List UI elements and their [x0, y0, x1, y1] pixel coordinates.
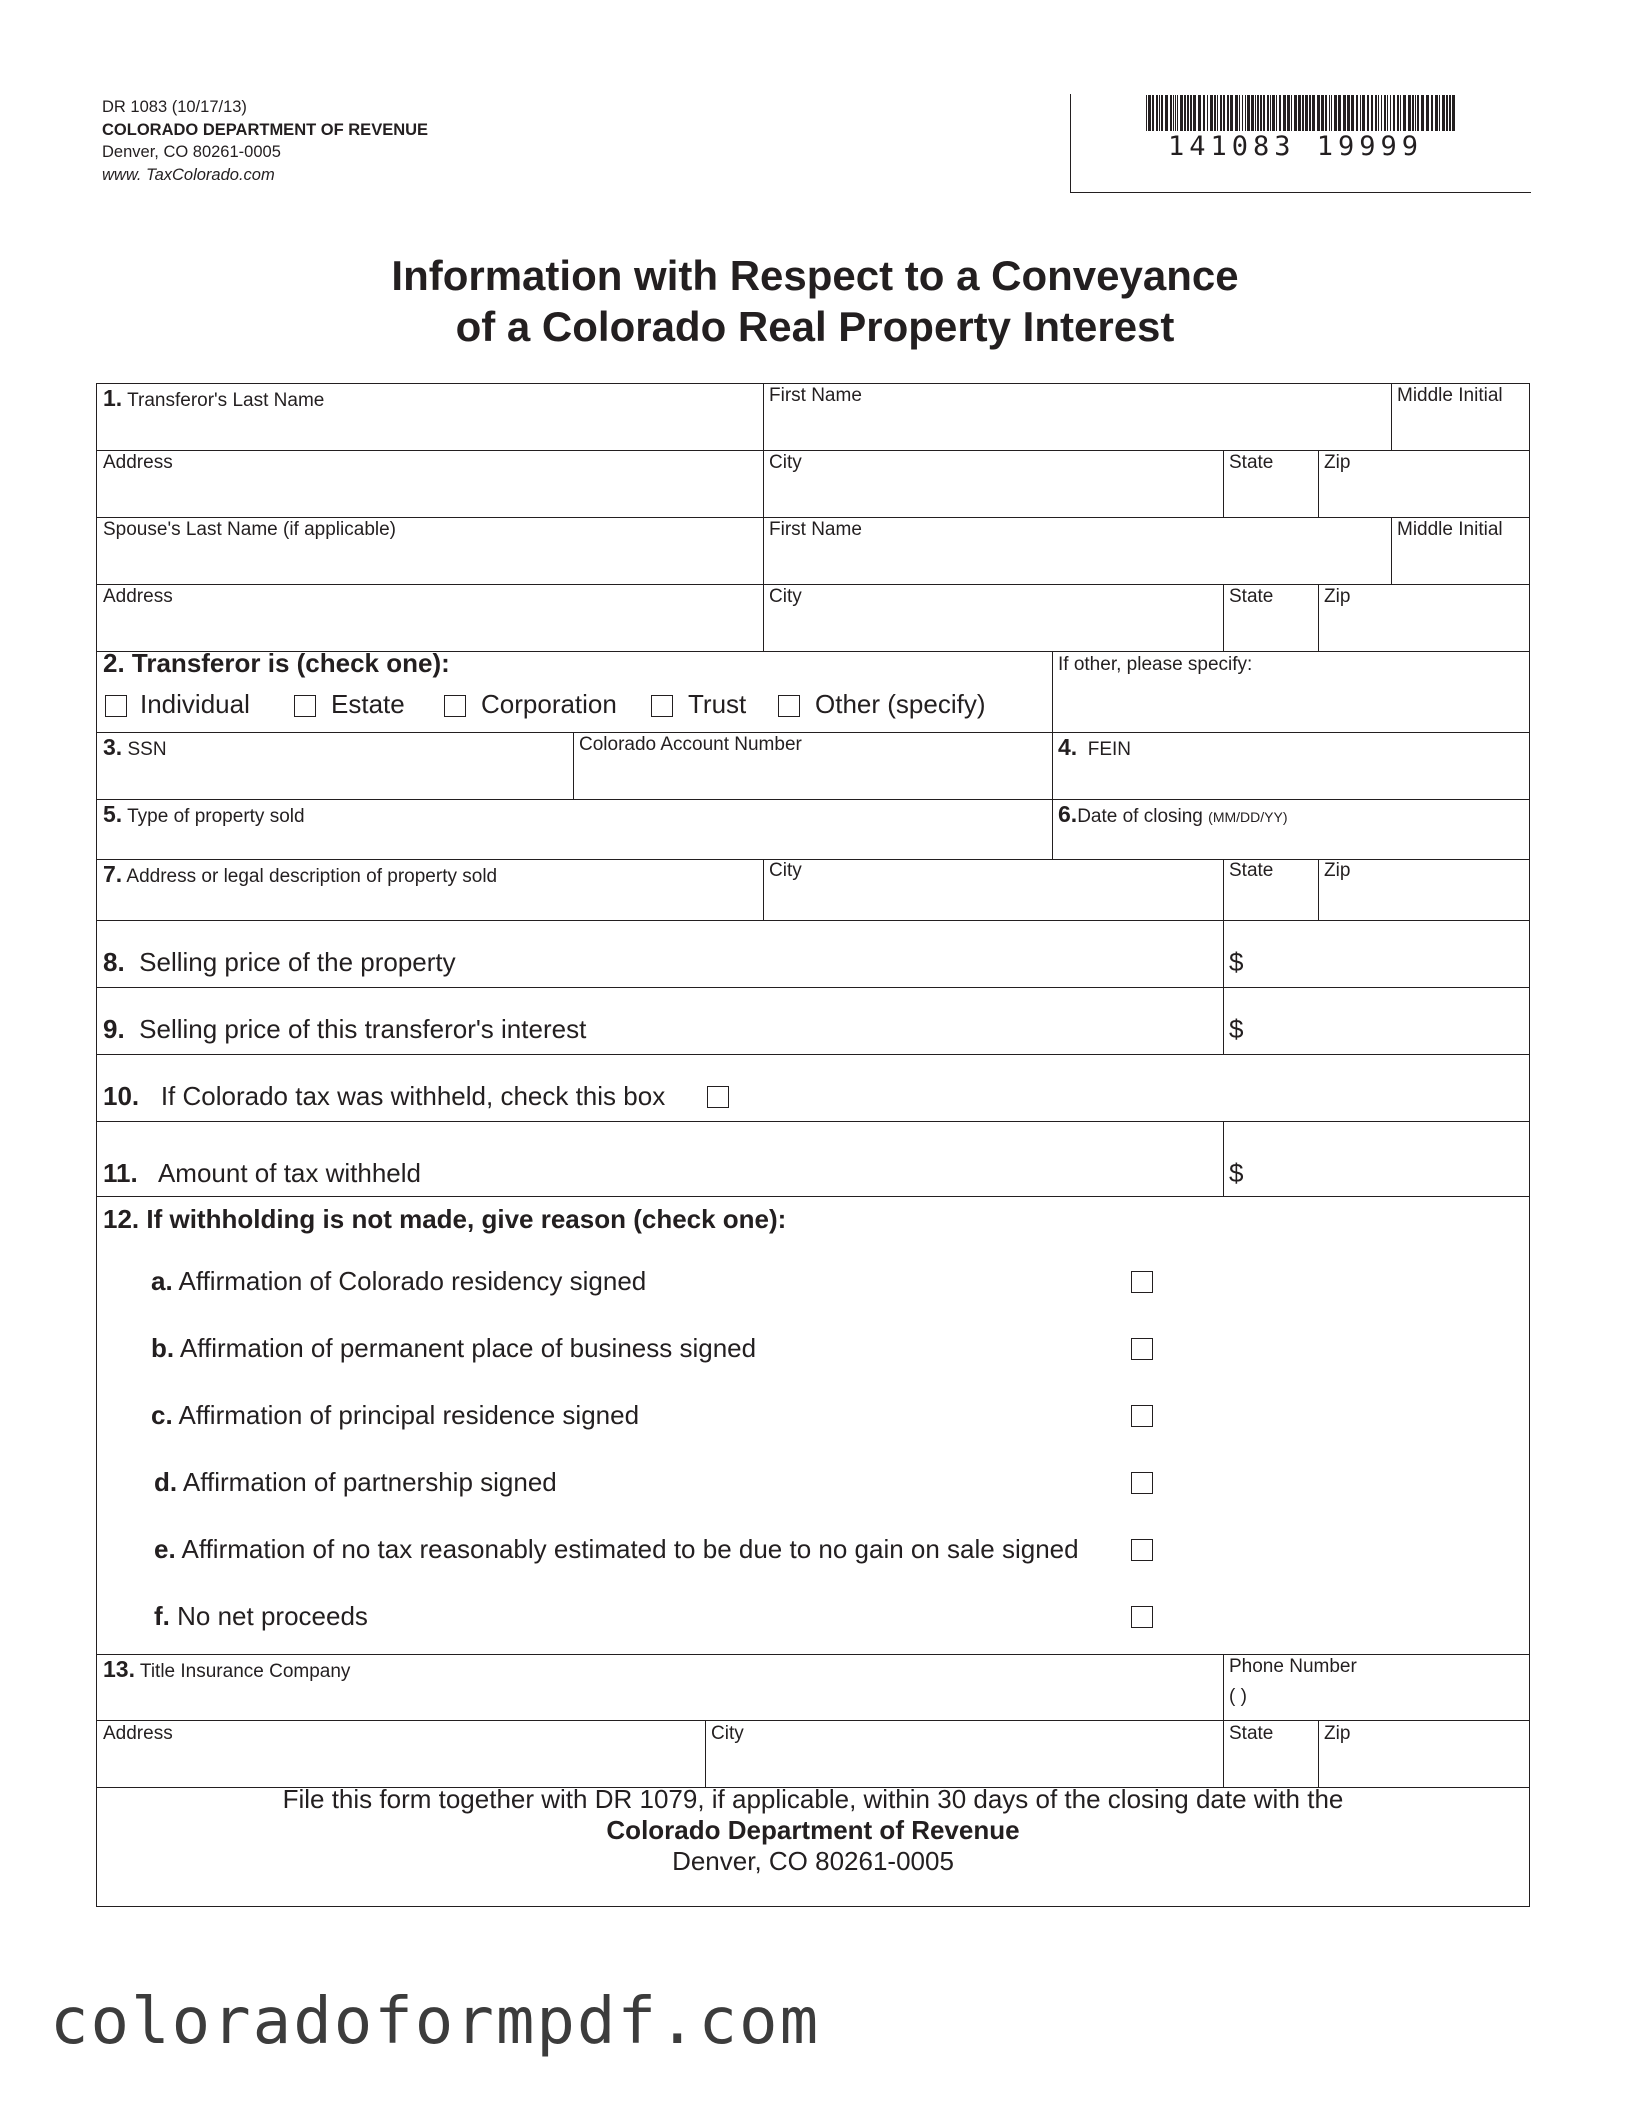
barcode-bar [1331, 95, 1332, 131]
individual-checkbox[interactable] [105, 695, 127, 717]
tax-withheld-checkbox[interactable] [707, 1086, 729, 1108]
reason-c-checkbox[interactable] [1131, 1405, 1153, 1427]
barcode-bar [1421, 95, 1424, 131]
barcode-bar [1180, 95, 1183, 131]
individual-label: Individual [140, 689, 250, 719]
barcode-bar [1302, 95, 1304, 131]
form-number: DR 1083 (10/17/13) [102, 98, 247, 116]
reason-f-label: f. No net proceeds [154, 1601, 368, 1631]
property-zip-label: Zip [1324, 860, 1351, 881]
title-company-zip-label: Zip [1324, 1723, 1351, 1744]
barcode-bar [1159, 95, 1160, 131]
spouse-address-label: Address [103, 586, 173, 607]
transferor-address-label: Address [103, 452, 173, 473]
selling-price-interest-dollar: $ [1229, 1014, 1244, 1044]
title-company-state-label: State [1229, 1723, 1274, 1744]
barcode-bar [1210, 95, 1213, 131]
barcode-bar [1251, 95, 1254, 131]
barcode-bar [1408, 95, 1411, 131]
type-of-property-label: 5. Type of property sold [103, 801, 305, 827]
filing-address: Denver, CO 80261-0005 [672, 1846, 954, 1876]
barcode-bar [1276, 95, 1277, 131]
barcode-bar [1347, 95, 1350, 131]
barcode-bar [1165, 95, 1168, 131]
barcode-bar [1283, 95, 1286, 131]
reason-f-checkbox[interactable] [1131, 1606, 1153, 1628]
barcode-bar [1343, 95, 1346, 131]
barcode-bar [1452, 95, 1455, 131]
withholding-reason-heading: 12. If withholding is not made, give reason (check one): [103, 1204, 787, 1234]
department-city: Denver, CO 80261-0005 [102, 143, 281, 161]
filing-instructions [96, 1784, 1530, 1877]
barcode-bar [1242, 95, 1243, 131]
barcode-bar [1305, 95, 1308, 131]
barcode-bar [1426, 95, 1429, 131]
property-state-label: State [1229, 860, 1274, 881]
spouse-city-label: City [769, 586, 802, 607]
form-header [102, 96, 428, 186]
form-grid [96, 383, 1530, 1907]
trust-checkbox[interactable] [651, 695, 673, 717]
spouse-middle-initial-label: Middle Initial [1397, 519, 1503, 540]
barcode-bar [1400, 95, 1401, 131]
barcode-bar [1351, 95, 1354, 131]
transferor-zip-label: Zip [1324, 452, 1351, 473]
barcode-bar [1415, 95, 1416, 131]
barcode-number: 141083 19999 [1168, 131, 1424, 162]
barcode-bar [1384, 95, 1386, 131]
barcode-bar [1291, 95, 1292, 131]
selling-price-interest-label: 9. Selling price of this transferor's interest [103, 1014, 587, 1044]
reason-d-checkbox[interactable] [1131, 1472, 1153, 1494]
barcode-bar [1198, 95, 1201, 131]
barcode-bar [1362, 95, 1365, 131]
trust-label: Trust [688, 689, 747, 719]
other-label: Other (specify) [815, 689, 986, 719]
barcode-bar [1239, 95, 1240, 131]
reason-e-checkbox[interactable] [1131, 1539, 1153, 1561]
spouse-state-label: State [1229, 586, 1274, 607]
phone-number-label: Phone Number [1229, 1656, 1357, 1677]
barcode-bar [1381, 95, 1382, 131]
reason-b-label: b. Affirmation of permanent place of business signed [151, 1333, 757, 1363]
barcode-bar [1309, 95, 1311, 131]
spouse-zip-label: Zip [1324, 586, 1351, 607]
barcode-bar [1371, 95, 1373, 131]
barcode-bar [1417, 95, 1419, 131]
title-company-label: 13. Title Insurance Company [103, 1656, 351, 1682]
barcode-bar [1431, 95, 1433, 131]
amount-withheld-label: 11. Amount of tax withheld [103, 1158, 422, 1188]
barcode-bar [1317, 95, 1320, 131]
barcode-bar [1338, 95, 1341, 131]
barcode-bar [1203, 95, 1205, 131]
barcode-bar [1403, 95, 1406, 131]
property-city-label: City [769, 860, 802, 881]
reason-d-label: d. Affirmation of partnership signed [154, 1467, 557, 1497]
website-link[interactable]: www. TaxColorado.com [102, 165, 275, 184]
barcode-bar [1367, 95, 1369, 131]
barcode-bar [1260, 95, 1262, 131]
barcode-bar [1207, 95, 1208, 131]
if-other-label: If other, please specify: [1058, 654, 1253, 675]
transferor-middle-initial-label: Middle Initial [1397, 385, 1503, 406]
barcode-bar [1393, 95, 1395, 131]
property-address-label: 7. Address or legal description of property sold [103, 861, 498, 887]
date-of-closing-label: 6.Date of closing (MM/DD/YY) [1058, 801, 1288, 827]
barcode-bar [1294, 95, 1297, 131]
barcode-bar [1329, 95, 1330, 131]
barcode-bar [1170, 95, 1172, 131]
barcode-bar [1161, 95, 1163, 131]
colorado-account-label: Colorado Account Number [579, 734, 802, 755]
barcode-bar [1442, 95, 1445, 131]
barcode-bar [1446, 95, 1448, 131]
estate-checkbox[interactable] [294, 695, 316, 717]
barcode-bar [1412, 95, 1414, 131]
transferor-last-name-label: 1. Transferor's Last Name [103, 385, 325, 411]
barcode-bar [1223, 95, 1225, 131]
barcode-bar [1214, 95, 1216, 131]
barcode-bar [1245, 95, 1246, 131]
barcode-bar [1449, 95, 1451, 131]
barcode-bar [1230, 95, 1233, 131]
form-title-line1: Information with Respect to a Conveyance [391, 252, 1239, 299]
barcode-bar [1312, 95, 1315, 131]
ssn-label: 3. SSN [103, 734, 167, 760]
barcode-bar [1439, 95, 1440, 131]
barcode [1146, 95, 1456, 133]
barcode-bar [1298, 95, 1301, 131]
form-title [0, 250, 1630, 352]
barcode-bar [1184, 95, 1186, 131]
barcode-bar [1177, 95, 1178, 131]
barcode-bar [1146, 95, 1147, 131]
tax-withheld-label: 10. If Colorado tax was withheld, check this box [103, 1081, 666, 1111]
selling-price-property-label: 8. Selling price of the property [103, 947, 456, 977]
filing-department: Colorado Department of Revenue [606, 1815, 1020, 1845]
barcode-bar [1187, 95, 1189, 131]
title-company-address-label: Address [103, 1723, 173, 1744]
barcode-bar [1152, 95, 1154, 131]
barcode-bar [1173, 95, 1174, 131]
phone-number-paren: ( ) [1229, 1686, 1247, 1707]
reason-b-checkbox[interactable] [1131, 1338, 1153, 1360]
barcode-bar [1175, 95, 1176, 131]
barcode-bar [1247, 95, 1250, 131]
barcode-bar [1156, 95, 1158, 131]
transferor-type-heading: 2. Transferor is (check one): [103, 648, 450, 678]
corporation-label: Corporation [481, 689, 617, 719]
barcode-bar [1217, 95, 1218, 131]
barcode-bar [1356, 95, 1358, 131]
title-company-city-label: City [711, 1723, 744, 1744]
reason-a-checkbox[interactable] [1131, 1271, 1153, 1293]
barcode-bar [1267, 95, 1269, 131]
filing-instructions-line1: File this form together with DR 1079, if applicable, within 30 days of the closing date with the [282, 1784, 1344, 1814]
transferor-city-label: City [769, 452, 802, 473]
corporation-checkbox[interactable] [444, 695, 466, 717]
barcode-bar [1321, 95, 1324, 131]
spouse-last-name-label: Spouse's Last Name (if applicable) [103, 519, 396, 540]
selling-price-property-dollar: $ [1229, 947, 1244, 977]
barcode-bar [1325, 95, 1327, 131]
form-title-line2: of a Colorado Real Property Interest [455, 303, 1175, 350]
barcode-bar [1378, 95, 1379, 131]
barcode-bar [1255, 95, 1256, 131]
department-name: COLORADO DEPARTMENT OF REVENUE [102, 120, 429, 139]
barcode-bar [1235, 95, 1238, 131]
reason-a-label: a. Affirmation of Colorado residency signed [151, 1266, 647, 1296]
barcode-bar [1263, 95, 1265, 131]
transferor-first-name-label: First Name [769, 385, 862, 406]
barcode-bar [1193, 95, 1196, 131]
barcode-bar [1148, 95, 1151, 131]
barcode-bar [1360, 95, 1361, 131]
barcode-bar [1270, 95, 1271, 131]
estate-label: Estate [331, 689, 405, 719]
barcode-bar [1287, 95, 1290, 131]
barcode-bar [1227, 95, 1229, 131]
transferor-state-label: State [1229, 452, 1274, 473]
reason-c-label: c. Affirmation of principal residence signed [151, 1400, 640, 1430]
barcode-bar [1279, 95, 1281, 131]
watermark: coloradoformpdf.com [50, 1985, 821, 2059]
barcode-bar [1397, 95, 1399, 131]
other-checkbox[interactable] [778, 695, 800, 717]
amount-withheld-dollar: $ [1229, 1158, 1244, 1188]
barcode-bar [1390, 95, 1391, 131]
spouse-first-name-label: First Name [769, 519, 862, 540]
barcode-bar [1190, 95, 1192, 131]
barcode-bar [1272, 95, 1275, 131]
barcode-bar [1387, 95, 1388, 131]
barcode-bar [1435, 95, 1438, 131]
fein-label: 4. FEIN [1058, 734, 1132, 760]
barcode-bar [1334, 95, 1337, 131]
barcode-bar [1375, 95, 1377, 131]
reason-e-label: e. Affirmation of no tax reasonably estimated to be due to no gain on sale signed [154, 1534, 1079, 1564]
barcode-bar [1220, 95, 1222, 131]
barcode-bar [1257, 95, 1259, 131]
